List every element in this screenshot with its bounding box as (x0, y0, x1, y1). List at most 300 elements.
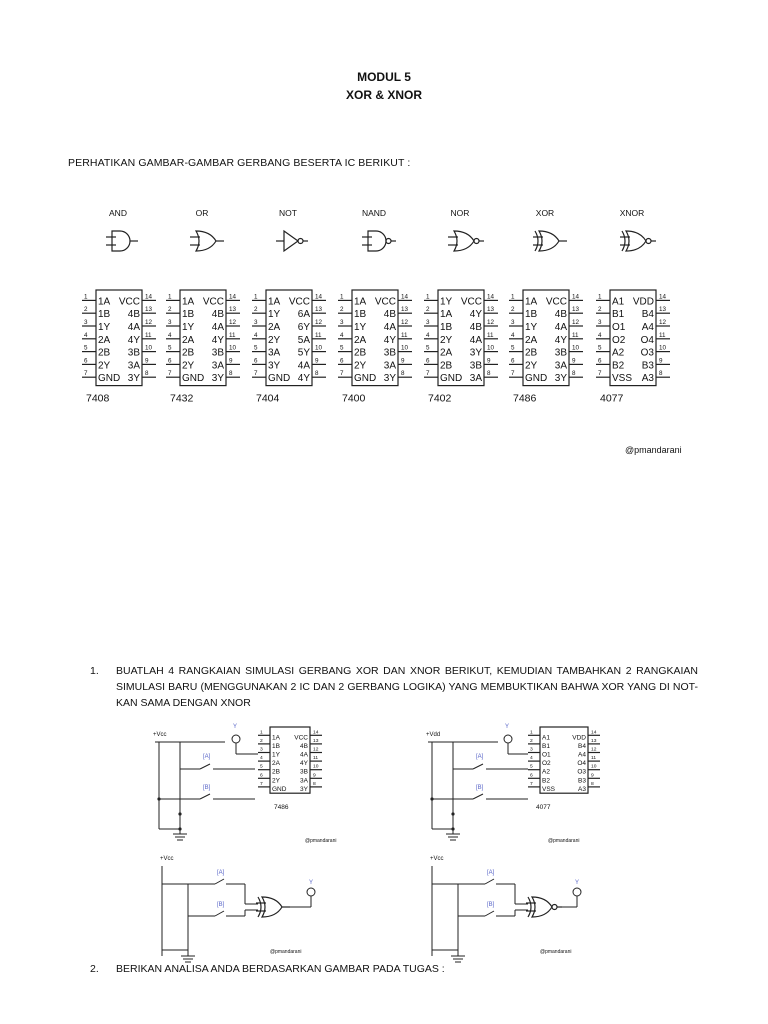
ic-pin-label-left: 1B (272, 742, 280, 750)
circuit-credit: @pmandarani (548, 838, 580, 844)
ic-pin-label-left: 2A (525, 334, 538, 346)
ic-pin-number: 5 (260, 764, 263, 770)
ic-pin-label-right: 4B (383, 309, 396, 321)
ic-pin-number: 9 (145, 357, 149, 365)
ic-pin-number: 3 (426, 319, 430, 326)
ic-pin-number: 14 (487, 293, 495, 301)
ic-pin-number: 5 (340, 344, 344, 352)
ic-pin-label-left: 1Y (525, 322, 538, 333)
output-lamp (573, 888, 581, 896)
ic-pin-number: 14 (591, 730, 597, 736)
ic-pin-number: 6 (84, 357, 88, 365)
ic-pin-label-left: O1 (612, 322, 626, 333)
ic-pin-label-right: VCC (460, 296, 482, 308)
ic-pin-label-right: 6Y (297, 322, 310, 333)
ic-pin-label-right: 4A (300, 751, 308, 759)
ic-4077 (528, 727, 600, 811)
module-title: MODUL 5 (357, 70, 411, 84)
ic-number-label: 7486 (274, 804, 289, 812)
ic-pin-label-left: 1B (354, 309, 367, 321)
ic-pin-label-left: 2B (525, 347, 538, 359)
output-y-label: Y (309, 880, 314, 886)
ic-pin-number: 1 (168, 293, 172, 301)
ic-pin-label-left: GND (98, 373, 121, 385)
ic-pin-label-right: 3B (554, 347, 567, 359)
ic-pin-number: 9 (313, 773, 316, 779)
ic-pin-number: 2 (254, 306, 258, 314)
ic-pin-number: 13 (313, 738, 319, 744)
xnor-gate-symbol (526, 897, 562, 917)
ic-pin-number: 3 (260, 747, 263, 753)
ic-pin-number: 9 (487, 357, 491, 365)
ic-pin-number: 5 (530, 764, 533, 770)
ic-pin-label-right: VDD (572, 734, 586, 742)
ic-number-label: 7402 (428, 392, 452, 405)
ic-pin-number: 13 (401, 306, 409, 314)
ic-number-label: 7408 (86, 392, 110, 405)
ic-pin-number: 9 (591, 773, 594, 779)
ic-number-label: 4077 (536, 804, 551, 812)
ic-pin-number: 4 (426, 331, 430, 339)
ic-pin-label-left: O1 (542, 751, 551, 759)
switch-b-label: [B] (476, 785, 484, 791)
ic-pin-number: 11 (229, 331, 236, 339)
circuit-credit: @pmandarani (540, 949, 572, 955)
ic-pin-label-right: 4Y (300, 760, 308, 768)
ic-4077 (596, 290, 670, 405)
ic-pin-label-right: 5Y (297, 347, 310, 359)
ic-pin-number: 7 (511, 370, 515, 378)
ic-pin-number: 3 (254, 319, 258, 326)
ic-pin-label-right: A4 (641, 322, 654, 333)
ic-pin-label-left: 2Y (268, 334, 281, 346)
ic-pin-number: 13 (572, 306, 580, 314)
output-y-label: Y (232, 724, 238, 730)
ic-pin-label-left: B1 (542, 742, 550, 750)
ic-7486 (258, 727, 322, 811)
ic-pin-number: 4 (511, 331, 515, 339)
ic-pin-number: 11 (487, 331, 494, 339)
junction-dot (178, 827, 181, 830)
ic-pin-label-left: VSS (612, 373, 633, 385)
xor-gate-symbol (256, 897, 290, 917)
ic-pin-number: 1 (530, 730, 533, 736)
ic-pin-label-left: A2 (542, 768, 550, 776)
ic-pin-label-right: O4 (577, 760, 586, 768)
ic-pin-label-left: 2B (440, 360, 453, 372)
ic-pin-label-right: 4Y (297, 373, 310, 385)
output-lamp (232, 735, 240, 743)
ic-pin-number: 5 (426, 344, 430, 352)
ic-pin-label-left: GND (182, 373, 205, 385)
ic-pin-number: 8 (659, 370, 663, 378)
ic-pin-number: 8 (313, 781, 316, 787)
ic-pin-label-left: VSS (542, 785, 556, 793)
gate-label-nor: NOR (450, 208, 470, 218)
ic-pin-number: 2 (511, 306, 515, 314)
ic-pin-label-right: 3B (300, 768, 308, 776)
question-1-text: BUATLAH 4 RANGKAIAN SIMULASI GERBANG XOR DAN XNOR BERIKUT, KEMUDIAN TAMBAHKAN 2 RANGKAIAN SIMULASI BARU (MENGGUNAKAN 2 IC DAN 2 GERBANG LOGIKA) YANG MEMBUKTIKAN BAHWA XOR YANG DI NOT-KAN SAMA DENGAN XNOR (116, 665, 698, 709)
ic-pin-label-right: 3B (127, 347, 140, 359)
ic-pin-number: 6 (340, 357, 344, 365)
ic-pin-number: 6 (426, 357, 430, 365)
ic-pin-number: 11 (591, 756, 597, 762)
ic-pin-label-right: 3B (383, 347, 396, 359)
switch-b-label: [B] (487, 902, 495, 908)
ic-pin-number: 12 (572, 319, 580, 326)
ic-pin-label-left: A1 (542, 734, 550, 742)
ic-pin-label-right: 3Y (211, 373, 224, 385)
ic-pin-number: 5 (598, 344, 602, 352)
ic-pin-label-right: 3A (127, 360, 140, 372)
and-gate-symbol (106, 231, 138, 251)
circuit-credit: @pmandarani (270, 949, 302, 955)
ic-pin-number: 6 (598, 357, 602, 365)
ic-pin-number: 6 (511, 357, 515, 365)
ic-pin-label-left: A2 (612, 347, 625, 359)
or-gate-symbol (190, 231, 224, 251)
ic-pin-number: 4 (340, 331, 344, 339)
ic-number-label: 7404 (256, 392, 280, 405)
ic-pin-label-right: O4 (640, 334, 654, 346)
ic-pin-number: 4 (84, 331, 88, 339)
ic-pin-number: 5 (511, 344, 515, 352)
ic-pin-label-left: GND (272, 785, 287, 793)
ic-pin-label-left: 2Y (272, 777, 280, 785)
ic-pin-number: 1 (254, 293, 258, 301)
ic-pin-label-right: VCC (294, 734, 308, 742)
ic-pin-number: 9 (572, 357, 576, 365)
supply-label: +Vcc (160, 856, 174, 862)
ic-pin-number: 6 (260, 773, 263, 779)
ic-pin-number: 3 (598, 319, 602, 326)
ic-pin-number: 12 (145, 319, 153, 326)
intro-text: PERHATIKAN GAMBAR-GAMBAR GERBANG BESERTA IC BERIKUT : (68, 157, 411, 169)
ic-pin-label-right: 3B (211, 347, 224, 359)
ic-pin-label-left: 1Y (354, 322, 367, 333)
ic-pin-number: 1 (598, 293, 602, 301)
ic-pin-label-right: 3A (554, 360, 567, 372)
ic-pin-number: 2 (340, 306, 344, 314)
ic-pin-label-left: 2A (182, 334, 195, 346)
ic-pin-number: 3 (511, 319, 515, 326)
nand-gate-symbol (362, 231, 396, 251)
ic-pin-number: 14 (229, 293, 237, 301)
circuits-figure (0, 720, 768, 955)
ic-pin-label-left: 1Y (98, 322, 111, 333)
ic-pin-label-right: VCC (288, 296, 310, 308)
ic-pin-label-left: 2Y (354, 360, 367, 372)
ic-pin-label-left: 2B (98, 347, 111, 359)
ic-pin-label-right: 3A (469, 373, 482, 385)
ic-pin-label-right: 4B (127, 309, 140, 321)
ic-pin-number: 13 (229, 306, 237, 314)
ic-pin-label-left: 1B (440, 322, 453, 333)
ic-pin-number: 12 (659, 319, 667, 326)
gate-label-nand: NAND (361, 208, 387, 218)
ic-pin-label-left: 2A (98, 334, 111, 346)
ic-pin-label-right: 4Y (383, 334, 396, 346)
gate-label-or: OR (195, 208, 209, 218)
ic-pin-number: 14 (572, 293, 580, 301)
ic-pin-number: 7 (530, 781, 533, 787)
ic-pin-number: 4 (168, 331, 172, 339)
ic-pin-number: 2 (598, 306, 602, 314)
ic-pin-label-right: 4Y (554, 334, 567, 346)
ic-pin-label-right: VCC (118, 296, 140, 308)
ic-pin-label-left: 1B (182, 309, 195, 321)
ic-pin-number: 4 (260, 756, 263, 762)
ic-7408 (82, 290, 156, 405)
question-2-text: BERIKAN ANALISA ANDA BERDASARKAN GAMBAR PADA TUGAS : (116, 963, 445, 975)
ic-pin-label-left: 3A (268, 347, 281, 359)
ic-pin-label-right: 4Y (211, 334, 224, 346)
ic-pin-label-left: 1A (440, 309, 453, 321)
ic-pin-number: 11 (572, 331, 579, 339)
ic-pin-label-right: 3A (300, 777, 308, 785)
nor-gate-symbol (448, 231, 484, 251)
ic-7402 (424, 290, 498, 405)
ic-pin-number: 2 (168, 306, 172, 314)
ic-pin-label-left: O2 (542, 760, 551, 768)
ic-pin-number: 13 (659, 306, 667, 314)
ic-pin-number: 7 (84, 370, 88, 378)
ic-pin-label-right: 3Y (127, 373, 140, 385)
ic-pin-number: 10 (572, 344, 580, 352)
ic-pin-label-left: B1 (612, 309, 625, 321)
ic-pin-number: 10 (591, 764, 597, 770)
ic-pin-label-left: 1A (272, 734, 280, 742)
ic-pin-number: 8 (401, 370, 405, 378)
ic-number-label: 7400 (342, 392, 366, 405)
ic-pin-label-right: 3Y (383, 373, 396, 385)
ic-pin-number: 2 (260, 738, 263, 744)
ic-pin-number: 6 (254, 357, 258, 365)
ic-pin-number: 11 (145, 331, 152, 339)
ic-pin-label-left: 1Y (272, 751, 280, 759)
junction-dot (451, 827, 454, 830)
output-y-label: Y (504, 724, 510, 730)
switch-b-label: [B] (203, 785, 211, 791)
ic-pin-number: 13 (145, 306, 153, 314)
switch-a-label: [A] (476, 754, 484, 760)
ic-pin-label-left: GND (268, 373, 291, 385)
ic-pin-label-left: 3Y (268, 360, 281, 372)
ic-pin-number: 14 (313, 730, 319, 736)
ic-pin-number: 12 (401, 319, 409, 326)
ic-pin-label-left: 1B (525, 309, 538, 321)
ic-pin-number: 13 (487, 306, 495, 314)
ic-pin-number: 12 (229, 319, 237, 326)
ic-pin-number: 12 (315, 319, 323, 326)
ic-pin-number: 11 (315, 331, 322, 339)
ic-pin-label-left: 2Y (98, 360, 111, 372)
output-lamp (504, 735, 512, 743)
ic-pin-label-right: 4B (300, 742, 308, 750)
ic-pin-number: 8 (572, 370, 576, 378)
ic-pin-label-left: 1Y (182, 322, 195, 333)
ic-7400 (338, 290, 412, 405)
ic-pin-number: 7 (426, 370, 430, 378)
ic-pin-number: 12 (313, 747, 319, 753)
ic-pin-number: 10 (229, 344, 237, 352)
switch-a-label: [A] (217, 870, 225, 876)
ic-pin-label-right: 4B (211, 309, 224, 321)
question-2-number: 2. (90, 963, 99, 975)
ic-pin-label-left: 2Y (525, 360, 538, 372)
junction-dot (430, 797, 433, 800)
ic-pin-number: 7 (168, 370, 172, 378)
ic-pin-number: 14 (315, 293, 323, 301)
ic-pin-label-left: 2Y (182, 360, 195, 372)
ic-pin-number: 7 (340, 370, 344, 378)
ic-pin-label-left: 2A (354, 334, 367, 346)
ic-pin-label-right: 3Y (469, 347, 482, 359)
ic-7486 (509, 290, 583, 405)
ic-pin-number: 3 (530, 747, 533, 753)
ic-pin-number: 14 (145, 293, 153, 301)
ic-pin-number: 8 (487, 370, 491, 378)
question-1 (90, 663, 698, 713)
ic-pin-label-left: 2Y (440, 334, 453, 346)
ic-pin-number: 4 (254, 331, 258, 339)
ic-pin-number: 14 (659, 293, 667, 301)
ic-pin-number: 5 (84, 344, 88, 352)
ic-pin-label-left: B2 (612, 360, 625, 372)
ic-7404 (252, 290, 326, 405)
ic-pin-number: 11 (659, 331, 666, 339)
ic-pin-number: 2 (530, 738, 533, 744)
module-subtitle: XOR & XNOR (345, 88, 422, 102)
ic-pin-label-right: 4A (211, 322, 224, 333)
gate-label-not: NOT (279, 208, 297, 218)
ic-pin-number: 10 (313, 764, 319, 770)
ic-pin-label-left: 1A (354, 296, 367, 308)
junction-dot (178, 812, 181, 815)
ic-pin-label-right: 4A (297, 360, 310, 372)
gate-circuit (432, 866, 580, 962)
ic-pin-number: 1 (426, 293, 430, 301)
ic-pin-label-right: A4 (578, 751, 586, 759)
ic-pin-number: 7 (260, 781, 263, 787)
ic-pin-label-left: 2B (182, 347, 195, 359)
ic-pin-label-left: 1B (98, 309, 111, 321)
ic-pin-number: 9 (401, 357, 405, 365)
ic-pin-label-right: 4Y (127, 334, 140, 346)
ic-pin-label-left: 1Y (268, 309, 281, 321)
ic-pin-label-left: 1A (525, 296, 538, 308)
ic-7432 (166, 290, 240, 405)
switch-a-label: [A] (203, 754, 211, 760)
ic-pin-label-right: 3A (211, 360, 224, 372)
ic-pin-label-left: B2 (542, 777, 550, 785)
ic-pin-number: 7 (254, 370, 258, 378)
ic-pin-label-right: B4 (578, 742, 586, 750)
ic-pin-label-left: 2B (272, 768, 280, 776)
ic-pin-label-left: GND (354, 373, 377, 385)
ic-pin-number: 5 (168, 344, 172, 352)
supply-label: +Vcc (153, 732, 167, 738)
ic-pin-number: 12 (591, 747, 597, 753)
ic-pin-label-right: A3 (578, 785, 586, 793)
ic-pin-number: 3 (168, 319, 172, 326)
not-gate-symbol (276, 231, 308, 251)
ic-pin-label-right: O3 (577, 768, 586, 776)
ic-pin-number: 8 (315, 370, 319, 378)
switch-b-label: [B] (217, 902, 225, 908)
ic-pin-number: 6 (530, 773, 533, 779)
ic-pin-number: 6 (168, 357, 172, 365)
ic-pin-label-right: B4 (641, 309, 654, 321)
ic-pin-number: 3 (84, 319, 88, 326)
ic-pin-number: 10 (659, 344, 667, 352)
ic-pin-label-right: 3Y (300, 785, 308, 793)
ic-pin-number: 4 (530, 756, 533, 762)
ic-pin-number: 10 (487, 344, 495, 352)
supply-label: +Vdd (426, 732, 441, 738)
output-lamp (307, 888, 315, 896)
ic-pin-number: 9 (229, 357, 233, 365)
ic-pin-label-right: VCC (202, 296, 224, 308)
ic-pin-number: 12 (487, 319, 495, 326)
question-2 (90, 961, 698, 979)
ic-pin-number: 1 (260, 730, 263, 736)
ic-pin-label-left: 2B (354, 347, 367, 359)
ic-pin-label-left: 2A (440, 347, 453, 359)
ic-pin-number: 11 (313, 756, 319, 762)
xor-gate-symbol (533, 231, 567, 251)
supply-label: +Vcc (430, 856, 444, 862)
ic-pin-number: 3 (340, 319, 344, 326)
ic-pin-label-right: 3Y (554, 373, 567, 385)
ic-pin-number: 5 (254, 344, 258, 352)
junction-dot (157, 797, 160, 800)
ic-number-label: 7432 (170, 392, 194, 405)
ic-pin-number: 14 (401, 293, 409, 301)
credit-watermark: @pmandarani (625, 445, 682, 455)
output-y-label: Y (575, 880, 580, 886)
ic-pin-label-right: 4B (469, 322, 482, 333)
ic-pin-number: 1 (340, 293, 344, 301)
ic-pin-label-right: 3A (383, 360, 396, 372)
ic-pin-label-left: 1A (268, 296, 281, 308)
ic-pin-label-right: 4Y (469, 309, 482, 321)
ic-pin-label-right: VCC (374, 296, 396, 308)
ic-number-label: 7486 (513, 392, 537, 405)
ic-number-label: 4077 (600, 392, 624, 405)
ic-pin-label-right: 4A (469, 334, 482, 346)
ic-pin-number: 8 (229, 370, 233, 378)
ic-pin-label-right: O3 (640, 347, 654, 359)
ic-pin-label-right: 4A (383, 322, 396, 333)
ic-pin-number: 2 (84, 306, 88, 314)
ic-pin-label-right: 4A (127, 322, 140, 333)
ic-pin-label-right: 4A (554, 322, 567, 333)
ic-pin-number: 13 (591, 738, 597, 744)
ic-pin-number: 4 (598, 331, 602, 339)
gate-label-and: AND (109, 208, 127, 218)
ic-pin-label-right: B3 (641, 360, 654, 372)
gates-ic-figure (0, 195, 768, 665)
ic-pin-number: 9 (315, 357, 319, 365)
ic-pin-label-right: 6A (297, 309, 310, 321)
ic-pin-label-left: 1A (98, 296, 111, 308)
ic-pin-number: 7 (598, 370, 602, 378)
ic-pin-label-right: 4B (554, 309, 567, 321)
ic-pin-label-right: A3 (641, 373, 654, 385)
ic-pin-number: 10 (315, 344, 323, 352)
gate-label-xnor: XNOR (619, 208, 645, 218)
